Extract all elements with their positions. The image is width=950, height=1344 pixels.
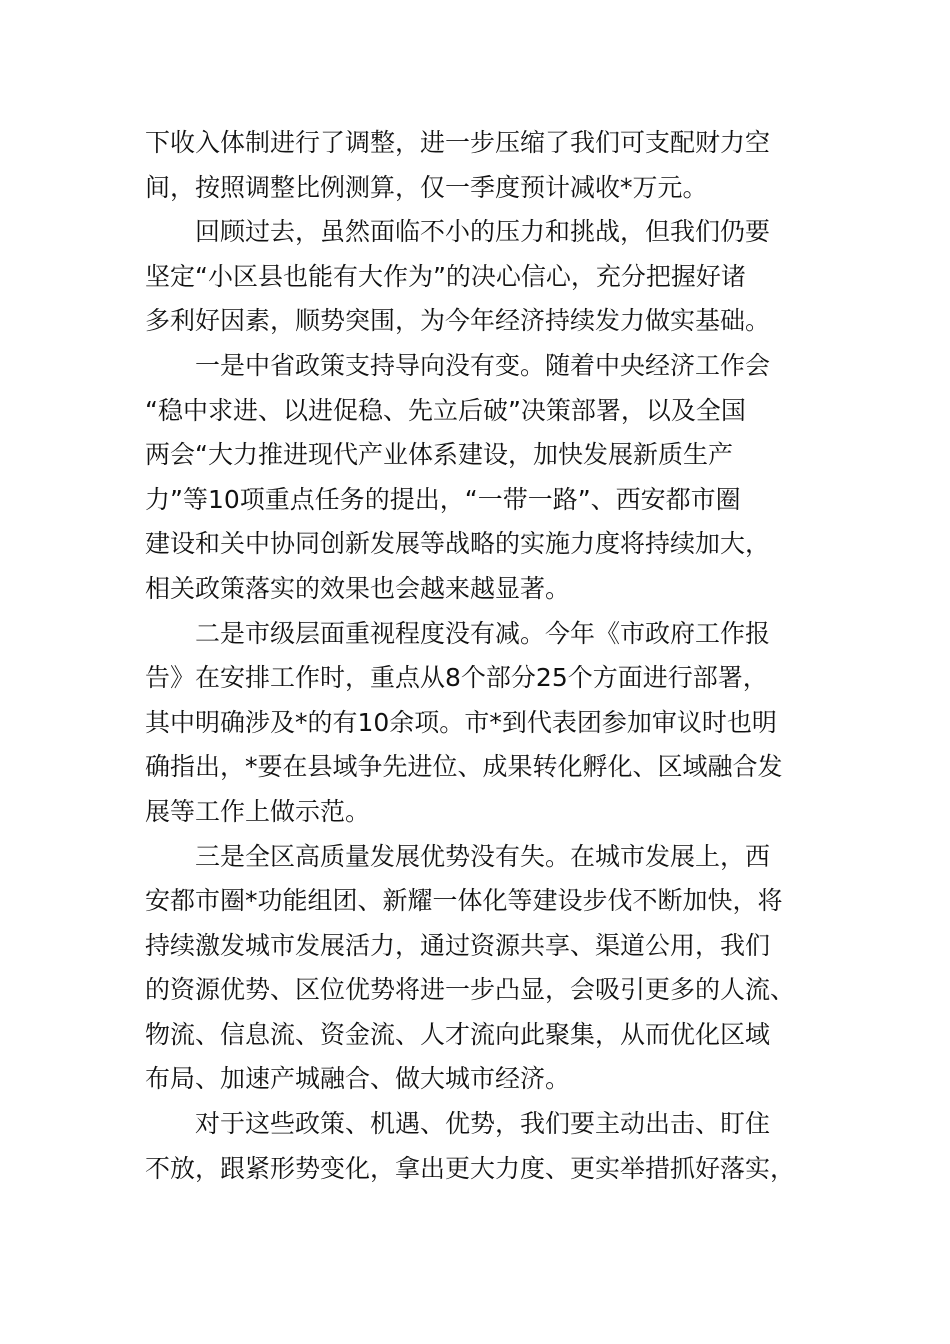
text-line: 告》在安排工作时，重点从8个部分25个方面进行部署， [145, 663, 768, 693]
text-line: 坚定“小区县也能有大作为”的决心信心，充分把握好诸 [145, 261, 746, 291]
text-line: 布局、加速产城融合、做大城市经济。 [145, 1064, 571, 1094]
text-line: 力”等10项重点任务的提出，“一带一路”、西安都市圈 [145, 484, 741, 514]
text-line: 下收入体制进行了调整，进一步压缩了我们可支配财力空 [145, 128, 771, 157]
text-line: 多利好因素，顺势突围，为今年经济持续发力做实基础。 [145, 306, 771, 336]
paragraph-first-line: 一是中省政策支持导向没有变。随着中央经济工作会 [195, 350, 771, 380]
text-line: 其中明确涉及*的有10余项。市*到代表团参加审议时也明 [145, 707, 777, 737]
text-line: “稳中求进、以进促稳、先立后破”决策部署，以及全国 [145, 395, 746, 425]
paragraph-first-line: 回顾过去，虽然面临不小的压力和挑战，但我们仍要 [195, 217, 771, 247]
text-line: 物流、信息流、资金流、人才流向此聚集，从而优化区域 [145, 1019, 771, 1049]
text-line: 安都市圈*功能组团、新耀一体化等建设步伐不断加快，将 [145, 886, 783, 916]
text-line: 两会“大力推进现代产业体系建设，加快发展新质生产 [145, 440, 733, 470]
text-line: 相关政策落实的效果也会越来越显著。 [145, 573, 571, 603]
text-line: 确指出，*要在县域争先进位、成果转化孵化、区域融合发 [145, 752, 783, 782]
paragraph-first-line: 二是市级层面重视程度没有减。今年《市政府工作报 [195, 618, 771, 648]
body-text [145, 121, 825, 1191]
text-line: 不放，跟紧形势变化，拿出更大力度、更实举措抓好落实， [145, 1153, 796, 1183]
text-line: 持续激发城市发展活力，通过资源共享、渠道公用，我们 [145, 930, 771, 960]
text-line: 的资源优势、区位优势将进一步凸显，会吸引更多的人流、 [145, 975, 796, 1005]
text-line: 建设和关中协同创新发展等战略的实施力度将持续加大， [145, 529, 771, 559]
paragraph-first-line: 三是全区高质量发展优势没有失。在城市发展上，西 [195, 841, 771, 871]
text-line: 间，按照调整比例测算，仅一季度预计减收*万元。 [145, 172, 708, 202]
paragraph-first-line: 对于这些政策、机遇、优势，我们要主动出击、盯住 [195, 1109, 771, 1139]
text-line: 展等工作上做示范。 [145, 796, 371, 826]
